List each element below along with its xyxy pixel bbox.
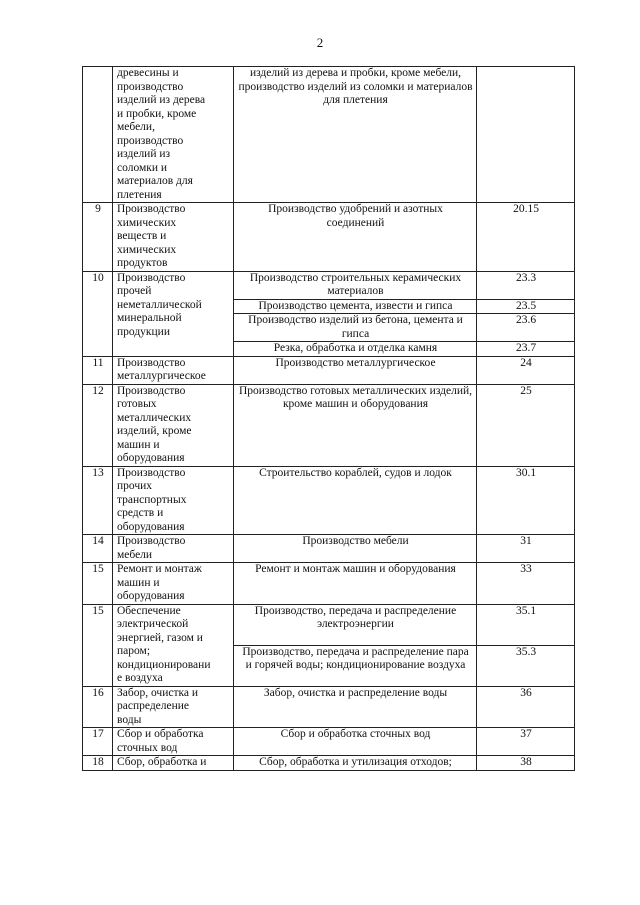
okved-code: 31 (477, 535, 575, 563)
section-name-line: мебели, (117, 121, 155, 133)
activity-text: Производство мебели (234, 535, 477, 563)
okved-code (477, 67, 575, 203)
okved-code: 23.3 (477, 271, 575, 299)
section-name-line: химических (117, 216, 177, 229)
okved-code: 36 (477, 686, 575, 728)
activity-text: Производство металлургическое (234, 356, 477, 384)
okved-code: 38 (477, 756, 575, 771)
table-row (83, 271, 575, 299)
activity-text: Производство цемента, извести и гипса (234, 299, 477, 314)
section-name-line: сточных вод (117, 741, 178, 754)
activity-text: Забор, очистка и распределение воды (234, 686, 477, 728)
activity-text: Сбор, обработка и утилизация отходов; (234, 756, 477, 771)
row-number: 17 (83, 728, 113, 756)
row-number: 11 (83, 356, 113, 384)
section-name (113, 466, 234, 535)
table-row (83, 535, 575, 563)
okved-code: 35.3 (477, 645, 575, 686)
section-name-line: Ремонт и монтаж (117, 563, 202, 575)
table-row (83, 604, 575, 645)
section-name-line: неметаллической (117, 298, 202, 311)
row-number: 15 (83, 563, 113, 605)
section-name-line: продуктов (117, 257, 168, 269)
section-name-line: производство (117, 134, 184, 147)
section-name-line: химических (117, 243, 177, 256)
table-row (83, 728, 575, 756)
section-name-line: готовых (117, 398, 157, 410)
section-name-line: электрической (117, 618, 189, 630)
page-number: 2 (316, 35, 324, 50)
row-number (83, 67, 113, 203)
section-name-line: веществ и (117, 230, 167, 242)
activity-text: Резка, обработка и отделка камня (234, 342, 477, 357)
section-name-line: транспортных (117, 493, 187, 506)
row-number: 16 (83, 686, 113, 728)
okved-code: 23.7 (477, 342, 575, 357)
section-name (113, 756, 234, 771)
section-name-line: Производство (117, 384, 186, 397)
okved-code: 33 (477, 563, 575, 605)
table-row (83, 67, 575, 203)
row-number: 18 (83, 756, 113, 771)
activity-text: Сбор и обработка сточных вод (234, 728, 477, 756)
okved-code: 20.15 (477, 203, 575, 272)
section-name-line: изделий, кроме (117, 425, 192, 437)
okved-code: 24 (477, 356, 575, 384)
section-name-line: металлических (117, 411, 192, 424)
table-row (83, 356, 575, 384)
table-row (83, 203, 575, 272)
section-name-line: соломки и (117, 161, 168, 174)
section-name-line: Сбор, обработка и (117, 756, 207, 768)
activity-text: Производство удобрений и азотных соединений (234, 203, 477, 272)
section-name-line: оборудования (117, 452, 185, 464)
okved-code: 23.6 (477, 314, 575, 342)
okved-code: 23.5 (477, 299, 575, 314)
section-name (113, 604, 234, 686)
section-name-line: материалов для (117, 175, 193, 187)
okved-code: 25 (477, 384, 575, 466)
section-name-line: Сбор и обработка (117, 728, 204, 740)
activity-text: Строительство кораблей, судов и лодок (234, 466, 477, 535)
table-row (83, 756, 575, 771)
section-name-line: древесины и (117, 67, 179, 79)
section-name-line: оборудования (117, 590, 185, 602)
section-name (113, 384, 234, 466)
section-name-line: паром; (117, 645, 151, 657)
section-name-line: Производство (117, 466, 186, 479)
section-name-line: машин и (117, 576, 160, 589)
activity-text: Производство, передача и распределение пара и горячей воды; кондиционирование воздуха (234, 645, 477, 686)
industry-table (82, 66, 575, 771)
activity-text: Ремонт и монтаж машин и оборудования (234, 563, 477, 605)
section-name-line: прочих (117, 480, 153, 492)
section-name-line: мебели (117, 548, 153, 561)
section-name-line: машин и (117, 438, 160, 451)
row-number: 14 (83, 535, 113, 563)
row-number: 13 (83, 466, 113, 535)
section-name (113, 686, 234, 728)
table-row (83, 466, 575, 535)
activity-text: Производство изделий из бетона, цемента и гипса (234, 314, 477, 342)
table-row (83, 563, 575, 605)
activity-text: Производство строительных керамических материалов (234, 271, 477, 299)
section-name-line: Производство (117, 203, 186, 215)
section-name-line: Производство (117, 356, 186, 369)
section-name (113, 563, 234, 605)
table-body (83, 67, 575, 771)
section-name-line: плетения (117, 188, 162, 201)
section-name-line: Обеспечение (117, 604, 181, 617)
section-name-line: изделий из (117, 148, 171, 160)
section-name (113, 203, 234, 272)
row-number: 15 (83, 604, 113, 686)
activity-text: изделий из дерева и пробки, кроме мебели, производство изделий из соломки и материалов для плетения (234, 67, 477, 203)
section-name-line: изделий из дерева (117, 94, 206, 106)
row-number: 9 (83, 203, 113, 272)
activity-text: Производство, передача и распределение электроэнергии (234, 604, 477, 645)
section-name-line: энергией, газом и (117, 631, 203, 644)
okved-code: 37 (477, 728, 575, 756)
section-name-line: Производство (117, 271, 186, 284)
row-number: 12 (83, 384, 113, 466)
section-name-line: Производство (117, 535, 186, 547)
section-name-line: минеральной (117, 312, 182, 324)
section-name-line: и пробки, кроме (117, 107, 197, 120)
row-number: 10 (83, 271, 113, 356)
section-name (113, 67, 234, 203)
section-name-line: кондиционировани (117, 658, 211, 671)
okved-code: 30.1 (477, 466, 575, 535)
table-row (83, 384, 575, 466)
section-name-line: производство (117, 80, 184, 93)
section-name-line: металлургическое (117, 370, 206, 382)
section-name-line: распределение (117, 700, 190, 712)
section-name-line: е воздуха (117, 672, 163, 684)
table-row (83, 686, 575, 728)
section-name-line: средств и (117, 507, 164, 519)
activity-text: Производство готовых металлических изделий, кроме машин и оборудования (234, 384, 477, 466)
okved-code: 35.1 (477, 604, 575, 645)
section-name (113, 535, 234, 563)
section-name-line: прочей (117, 285, 152, 297)
section-name-line: воды (117, 713, 142, 726)
section-name (113, 728, 234, 756)
section-name-line: Забор, очистка и (117, 686, 199, 699)
section-name-line: оборудования (117, 520, 185, 533)
section-name (113, 356, 234, 384)
section-name (113, 271, 234, 356)
section-name-line: продукции (117, 325, 170, 338)
